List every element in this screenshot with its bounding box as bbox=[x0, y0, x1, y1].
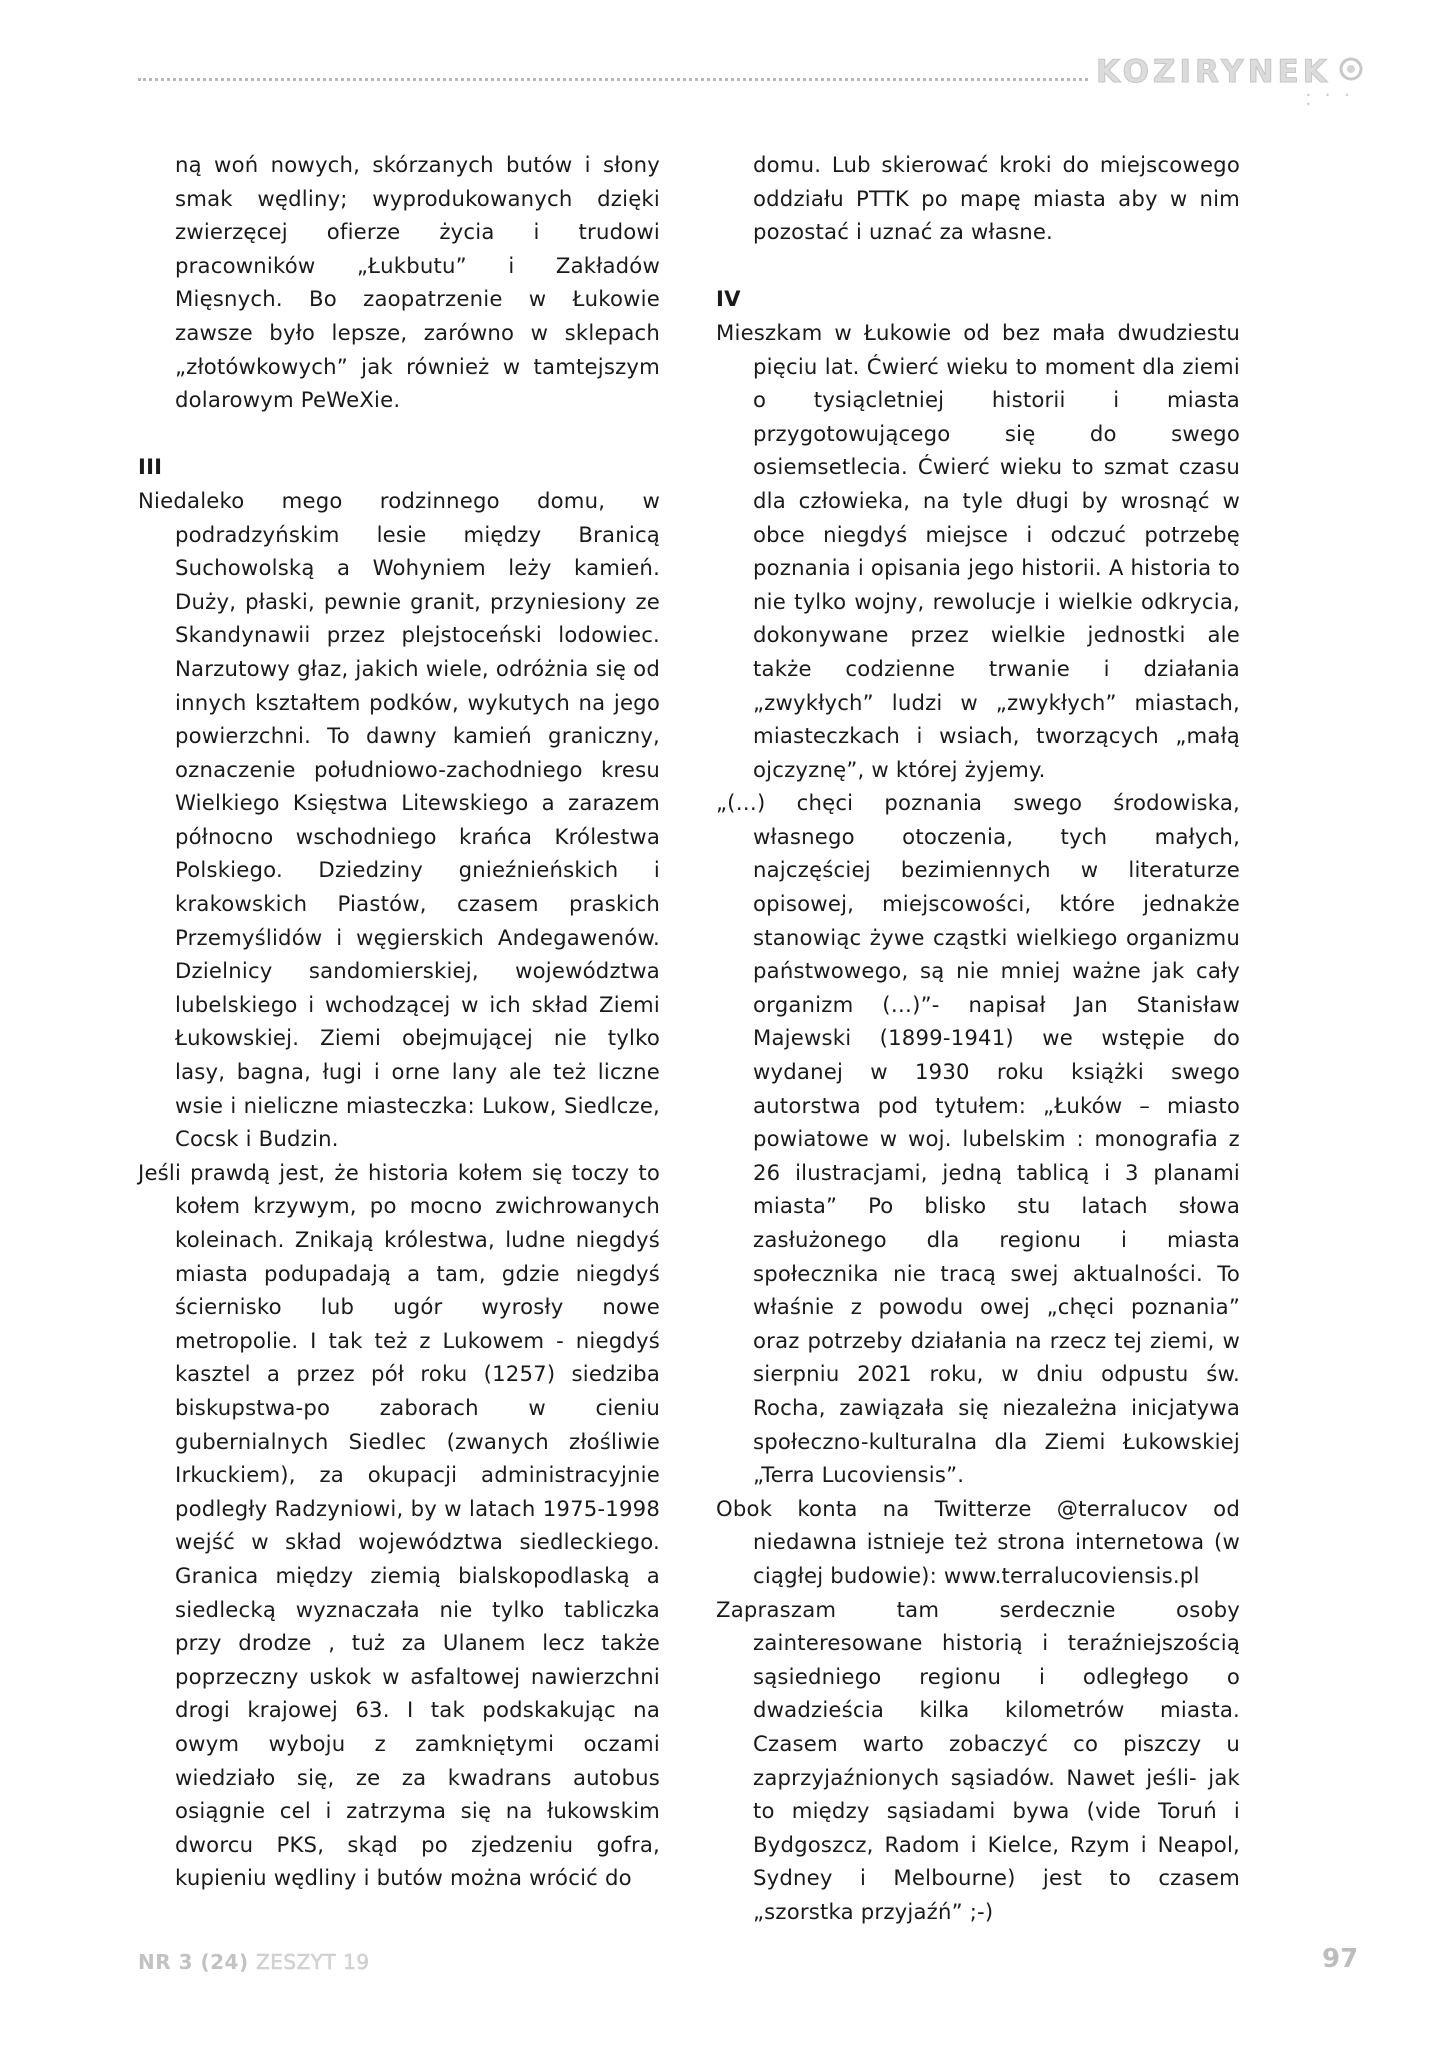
issue-number: NR 3 (24) bbox=[138, 1950, 249, 1974]
header-dotted-rule bbox=[138, 78, 1088, 81]
right-paragraph-2: Mieszkam w Łukowie od bez mała dwudziestu pięciu lat. Ćwierć wieku to moment dla ziemi o tysiącletniej historii i miasta przygotowującego się do swego osiemsetlecia. Ćwierć wieku to szmat czasu dla człowieka, na tyle długi by wrosnąć w obce niegdyś miejsce i odczuć potrzebę poznania i opisania jego historii. A historia to nie tylko wojny, rewolucje i wielkie odkrycia, dokonywane przez wielkie jednostki ale także codzienne trwanie i działania „zwykłych” ludzi w „zwykłych” miastach, miasteczkach i wsiach, tworzących „małą ojczyznę”, w której żyjemy. bbox=[716, 319, 1240, 782]
section-heading-iv: IV bbox=[716, 286, 741, 312]
page-number: 97 bbox=[1322, 1944, 1359, 1974]
right-paragraph-1: domu. Lub skierować kroki do miejscowego oddziału PTTK po mapę miasta aby w nim pozostać i uznać za własne. bbox=[753, 152, 1240, 245]
left-paragraph-1: ną woń nowych, skórzanych butów i słony smak wędliny; wyprodukowanych dzięki zwierzęcej ofierze życia i trudowi pracowników „Łukbutu” i Zakładów Mięsnych. Bo zaopatrzenie w Łukowie zawsze było lepsze, zarówno w sklepach „złotówkowych” jak również w tamtejszym dolarowym PeWeXie. bbox=[175, 152, 660, 413]
issue-label bbox=[138, 1950, 370, 1974]
issue-volume: ZESZYT 19 bbox=[256, 1950, 370, 1974]
right-column bbox=[716, 148, 1240, 1928]
magazine-subtitle: • • • • bbox=[1306, 91, 1356, 109]
right-paragraph-5: Zapraszam tam serdecznie osoby zainteresowane historią i teraźniejszością sąsiedniego regionu i odległego o dwadzieścia kilka kilometrów miasta. Czasem warto zobaczyć co piszczy u zaprzyjaźnionych sąsiadów. Nawet jeśli- jak to między sąsiadami bywa (vide Toruń i Bydgoszcz, Radom i Kielce, Rzym i Neapol, Sydney i Melbourne) jest to czasem „szorstka przyjaźń” ;-) bbox=[716, 1596, 1240, 1924]
masthead bbox=[1096, 52, 1364, 109]
seal-icon bbox=[1338, 56, 1364, 86]
right-paragraph-3: „(…) chęci poznania swego środowiska, własnego otoczenia, tych małych, najczęściej bezimiennych w literaturze opisowej, miejscowości, które jednakże stanowiąc żywe cząstki wielkiego organizmu państwowego, są nie mniej ważne jak cały organizm (…)”- napisał Jan Stanisław Majewski (1899-1941) we wstępie do wydanej w 1930 roku książki swego autorstwa pod tytułem: „Łuków – miasto powiatowe w woj. lubelskim : monografia z 26 ilustracjami, jedną tablicą i 3 planami miasta” Po blisko stu latach słowa zasłużonego dla regionu i miasta społecznika nie tracą swej aktualności. To właśnie z powodu owej „chęci poznania” oraz potrzeby działania na rzecz tej ziemi, w sierpniu 2021 roku, w dniu odpustu św. Rocha, zawiązała się niezależna inicjatywa społeczno-kulturalna dla Ziemi Łukowskiej „Terra Lucoviensis”. bbox=[716, 790, 1240, 1488]
right-paragraph-4: Obok konta na Twitterze @terralucov od niedawna istnieje też strona internetowa (w ciągłej budowie): www.terralucoviensis.pl bbox=[716, 1495, 1240, 1588]
left-column bbox=[138, 148, 660, 1895]
magazine-title: KOZIRYNEK bbox=[1096, 54, 1331, 90]
section-heading-iii: III bbox=[138, 454, 163, 480]
left-paragraph-3: Jeśli prawdą jest, że historia kołem się toczy to kołem krzywym, po mocno zwichrowanych koleinach. Znikają królestwa, ludne niegdyś miasta podupadają a tam, gdzie niegdyś ściernisko lub ugór wyrosły nowe metropolie. I tak też z Lukowem - niegdyś kasztel a przez pół roku (1257) siedziba biskupstwa-po zaborach w cieniu gubernialnych Siedlec (zwanych złośliwie Irkuckiem), za okupacji administracyjnie podległy Radzyniowi, by w latach 1975-1998 wejść w skład województwa siedleckiego. Granica między ziemią bialskopodlaską a siedlecką wyznaczała nie tylko tabliczka przy drodze , tuż za Ulanem lecz także poprzeczny uskok w asfaltowej nawierzchni drogi krajowej 63. I tak podskakując na owym wyboju z zamkniętymi oczami wiedziało się, ze za kwadrans autobus osiągnie cel i zatrzyma się na łukowskim dworcu PKS, skąd po zjedzeniu gofra, kupieniu wędliny i butów można wrócić do bbox=[138, 1159, 660, 1891]
left-paragraph-2: Niedaleko mego rodzinnego domu, w podradzyńskim lesie między Branicą Suchowolską a Wohyniem leży kamień. Duży, płaski, pewnie granit, przyniesiony ze Skandynawii przez plejstoceński lodowiec. Narzutowy głaz, jakich wiele, odróżnia się od innych kształtem podków, wykutych na jego powierzchni. To dawny kamień graniczny, oznaczenie południowo-zachodniego kresu Wielkiego Księstwa Litewskiego a zarazem północno wschodniego krańca Królestwa Polskiego. Dziedziny gnieźnieńskich i krakowskich Piastów, czasem praskich Przemyślidów i węgierskich Andegawenów. Dzielnicy sandomierskiej, województwa lubelskiego i wchodzącej w ich skład Ziemi Łukowskiej. Ziemi obejmującej nie tylko lasy, bagna, ługi i orne lany ale też liczne wsie i nieliczne miasteczka: Lukow, Siedlcze, Cocsk i Budzin. bbox=[138, 487, 660, 1152]
